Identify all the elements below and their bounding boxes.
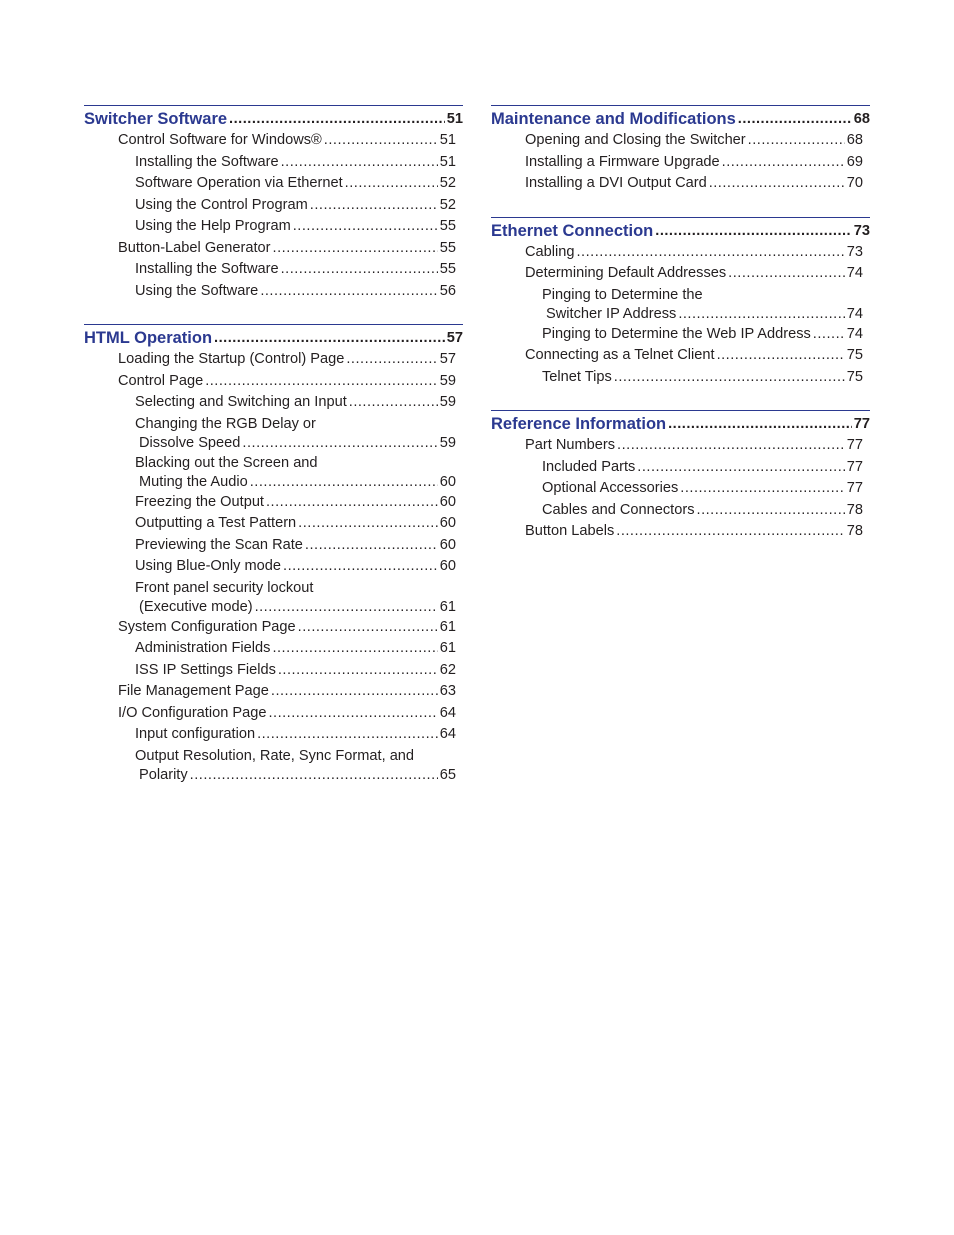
toc-page-number: 60 — [439, 493, 456, 510]
toc-entry[interactable] — [491, 324, 870, 346]
toc-entry[interactable] — [84, 152, 463, 174]
toc-page-number: 51 — [446, 111, 463, 127]
toc-entry[interactable] — [84, 195, 463, 217]
toc-page-number: 75 — [846, 368, 863, 385]
toc-section-title: Maintenance and Modifications — [491, 110, 736, 128]
toc-entry[interactable] — [84, 535, 463, 557]
toc-section-heading[interactable] — [84, 327, 463, 349]
toc-entry-label: Using the Control Program — [135, 196, 308, 213]
toc-entry[interactable] — [84, 660, 463, 682]
toc-page-number: 64 — [439, 704, 456, 721]
toc-section-heading[interactable] — [84, 108, 463, 130]
toc-page-number: 59 — [439, 372, 456, 389]
toc-entry[interactable] — [84, 216, 463, 238]
toc-page-number: 61 — [439, 598, 456, 615]
toc-entry[interactable] — [491, 457, 870, 479]
toc-section-heading[interactable] — [491, 108, 870, 130]
toc-entry-label: Loading the Startup (Control) Page — [118, 351, 345, 367]
toc-page-number: 73 — [853, 222, 870, 239]
toc-page-number: 74 — [846, 265, 863, 281]
toc-page-number: 78 — [846, 523, 863, 539]
toc-entry[interactable] — [84, 617, 463, 639]
toc-page-number: 77 — [846, 437, 863, 453]
toc-entry-first-line[interactable]: Changing the RGB Delay or — [135, 415, 316, 432]
toc-leader-dots — [614, 367, 845, 389]
toc-entry-label: Installing a DVI Output Card — [525, 175, 707, 191]
toc-leader-dots — [310, 195, 438, 217]
toc-leader-dots — [242, 434, 437, 453]
toc-page-number: 57 — [446, 330, 463, 346]
toc-leader-dots — [298, 617, 438, 639]
toc-leader-dots — [255, 598, 438, 617]
toc-entry[interactable] — [491, 478, 870, 500]
toc-entry-first-line[interactable]: Output Resolution, Rate, Sync Format, and — [135, 747, 415, 764]
toc-entry-label: Previewing the Scan Rate — [135, 536, 303, 553]
toc-page-number: 60 — [439, 515, 456, 531]
toc-section-html-operation — [84, 324, 463, 785]
toc-leader-dots — [748, 130, 845, 152]
toc-section-title: Reference Information — [491, 415, 667, 433]
toc-entry-label: Telnet Tips — [542, 368, 612, 385]
toc-page-number: 60 — [439, 558, 456, 574]
toc-leader-dots — [281, 259, 438, 281]
toc-leader-dots — [577, 242, 845, 264]
toc-leader-dots — [655, 220, 852, 242]
toc-page-number: 60 — [439, 536, 456, 553]
toc-entry-first-line[interactable]: Blacking out the Screen and — [135, 454, 318, 471]
toc-section-heading[interactable] — [491, 413, 870, 435]
toc-entry-label: Installing a Firmware Upgrade — [525, 153, 720, 170]
toc-page-number: 55 — [439, 218, 456, 234]
toc-entry-label: Installing the Software — [135, 153, 279, 170]
toc-entry-label: ISS IP Settings Fields — [135, 661, 276, 678]
toc-entry[interactable] — [491, 305, 870, 324]
toc-entry-label: Control Page — [118, 372, 204, 389]
toc-entry-label: Connecting as a Telnet Client — [525, 347, 715, 363]
toc-entry[interactable] — [84, 681, 463, 703]
toc-entry-label: Muting the Audio — [139, 473, 248, 490]
toc-entry-label: Cables and Connectors — [542, 501, 695, 518]
toc-leader-dots — [345, 173, 438, 195]
toc-page-number: 74 — [846, 325, 863, 342]
toc-entry[interactable] — [84, 492, 463, 514]
toc-entry-label: Using the Software — [135, 282, 259, 299]
toc-leader-dots — [298, 513, 438, 535]
toc-entry[interactable] — [491, 500, 870, 522]
toc-section-title: Switcher Software — [84, 110, 228, 128]
toc-entry[interactable] — [84, 349, 463, 371]
toc-entry-first-line[interactable]: Pinging to Determine the — [542, 286, 703, 303]
toc-section-ethernet — [491, 217, 870, 389]
toc-entry[interactable] — [491, 521, 870, 543]
toc-leader-dots — [722, 152, 845, 174]
toc-entry[interactable] — [491, 173, 870, 195]
toc-page-number: 52 — [439, 175, 456, 191]
toc-page-number: 77 — [853, 416, 870, 432]
toc-leader-dots — [271, 681, 438, 703]
toc-section-reference — [491, 410, 870, 543]
toc-page-number: 77 — [846, 480, 863, 496]
toc-entry-label: Using the Help Program — [135, 218, 291, 234]
toc-leader-dots — [305, 535, 438, 557]
toc-leader-dots — [257, 724, 438, 746]
toc-entry[interactable] — [84, 766, 463, 785]
toc-right-column — [491, 105, 870, 565]
toc-leader-dots — [278, 660, 438, 682]
toc-page-number: 59 — [439, 434, 456, 451]
toc-page-number: 62 — [439, 661, 456, 678]
toc-entry[interactable] — [491, 242, 870, 264]
toc-leader-dots — [250, 473, 438, 492]
toc-page-number: 60 — [439, 473, 456, 490]
toc-page-number: 65 — [439, 766, 456, 783]
toc-entry[interactable] — [84, 173, 463, 195]
toc-entry-label: Using Blue-Only mode — [135, 558, 282, 574]
toc-entry-label: Part Numbers — [525, 437, 616, 453]
toc-section-title: HTML Operation — [84, 329, 213, 347]
toc-section-switcher-software — [84, 105, 463, 302]
toc-page-number: 70 — [846, 175, 863, 191]
toc-entry-label: Selecting and Switching an Input — [135, 394, 347, 410]
toc-leader-dots — [273, 238, 438, 260]
toc-entry[interactable] — [84, 598, 463, 617]
toc-entry-label: Outputting a Test Pattern — [135, 515, 297, 531]
toc-entry-label: Installing the Software — [135, 261, 279, 277]
toc-leader-dots — [346, 349, 437, 371]
toc-entry[interactable] — [84, 238, 463, 260]
toc-page-number: 51 — [439, 153, 456, 170]
toc-entry[interactable] — [84, 703, 463, 725]
toc-entry-label: Input configuration — [135, 726, 256, 742]
toc-entry-label: Optional Accessories — [542, 480, 679, 496]
toc-entry-label: Software Operation via Ethernet — [135, 175, 343, 191]
toc-leader-dots — [349, 392, 438, 414]
toc-entry[interactable] — [84, 473, 463, 492]
toc-leader-dots — [678, 305, 844, 324]
toc-leader-dots — [324, 130, 438, 152]
toc-page-number: 59 — [439, 394, 456, 410]
toc-leader-dots — [717, 345, 845, 367]
toc-entry-label: File Management Page — [118, 683, 269, 699]
toc-entry-label: Dissolve Speed — [139, 434, 241, 451]
toc-page-number: 51 — [439, 132, 456, 148]
toc-entry[interactable] — [84, 259, 463, 281]
toc-page-number: 55 — [439, 261, 456, 277]
toc-page-number: 57 — [439, 351, 456, 367]
toc-entry-first-line[interactable]: Front panel security lockout — [135, 579, 314, 596]
toc-entry-label: Cabling — [525, 243, 575, 260]
toc-entry-label: Freezing the Output — [135, 493, 264, 510]
toc-entry-label: System Configuration Page — [118, 618, 296, 635]
toc-page-number: 64 — [439, 726, 456, 742]
toc-leader-dots — [709, 173, 845, 195]
toc-page-number: 73 — [846, 243, 863, 260]
toc-entry-label: (Executive mode) — [139, 598, 253, 615]
toc-section-heading[interactable] — [491, 220, 870, 242]
toc-leader-dots — [229, 108, 445, 130]
toc-page-number: 74 — [846, 305, 863, 322]
toc-page-number: 61 — [439, 640, 456, 656]
toc-entry-label: Determining Default Addresses — [525, 265, 727, 281]
toc-entry[interactable] — [491, 367, 870, 389]
toc-leader-dots — [205, 371, 438, 393]
toc-leader-dots — [680, 478, 844, 500]
toc-entry[interactable] — [491, 345, 870, 367]
toc-entry-label: I/O Configuration Page — [118, 704, 267, 721]
toc-entry-label: Opening and Closing the Switcher — [525, 132, 746, 148]
toc-left-column — [84, 105, 463, 807]
toc-page-number: 78 — [846, 501, 863, 518]
toc-leader-dots — [190, 766, 438, 785]
toc-leader-dots — [268, 703, 437, 725]
toc-entry-label: Switcher IP Address — [546, 305, 677, 322]
toc-page-number: 77 — [846, 458, 863, 475]
toc-entry[interactable] — [84, 638, 463, 660]
toc-section-title: Ethernet Connection — [491, 221, 654, 240]
toc-leader-dots — [283, 556, 438, 578]
toc-entry-label: Control Software for Windows® — [118, 132, 322, 148]
toc-page-number: 56 — [439, 282, 456, 299]
toc-entry[interactable] — [491, 152, 870, 174]
toc-leader-dots — [281, 152, 438, 174]
toc-leader-dots — [616, 521, 845, 543]
toc-entry[interactable] — [84, 392, 463, 414]
toc-page-number: 68 — [846, 132, 863, 148]
toc-entry[interactable] — [84, 513, 463, 535]
toc-leader-dots — [637, 457, 844, 479]
toc-page-number: 75 — [846, 347, 863, 363]
toc-entry-label: Administration Fields — [135, 640, 271, 656]
toc-page-number: 63 — [439, 683, 456, 699]
toc-entry-label: Button Labels — [525, 523, 615, 539]
toc-entry[interactable] — [84, 434, 463, 453]
toc-entry[interactable] — [84, 556, 463, 578]
toc-leader-dots — [813, 324, 845, 346]
toc-leader-dots — [214, 327, 445, 349]
toc-entry-label: Pinging to Determine the Web IP Address — [542, 325, 811, 342]
toc-entry[interactable] — [84, 371, 463, 393]
toc-entry[interactable] — [491, 435, 870, 457]
toc-leader-dots — [668, 413, 852, 435]
toc-entry-label: Button-Label Generator — [118, 239, 271, 256]
toc-entry-label: Polarity — [139, 766, 188, 783]
toc-page-number: 69 — [846, 153, 863, 170]
toc-entry[interactable] — [84, 724, 463, 746]
toc-entry-label: Included Parts — [542, 458, 636, 475]
toc-leader-dots — [697, 500, 845, 522]
toc-entry[interactable] — [491, 130, 870, 152]
toc-page-number: 68 — [853, 111, 870, 127]
toc-leader-dots — [272, 638, 437, 660]
toc-page-number: 61 — [439, 618, 456, 635]
toc-leader-dots — [260, 281, 437, 303]
toc-leader-dots — [617, 435, 845, 457]
toc-leader-dots — [266, 492, 438, 514]
toc-page-number: 52 — [439, 196, 456, 213]
toc-entry[interactable] — [84, 281, 463, 303]
toc-leader-dots — [728, 263, 845, 285]
toc-page-number: 55 — [439, 239, 456, 256]
toc-leader-dots — [293, 216, 438, 238]
toc-entry[interactable] — [491, 263, 870, 285]
toc-section-maintenance — [491, 105, 870, 195]
toc-leader-dots — [738, 108, 852, 130]
toc-entry[interactable] — [84, 130, 463, 152]
